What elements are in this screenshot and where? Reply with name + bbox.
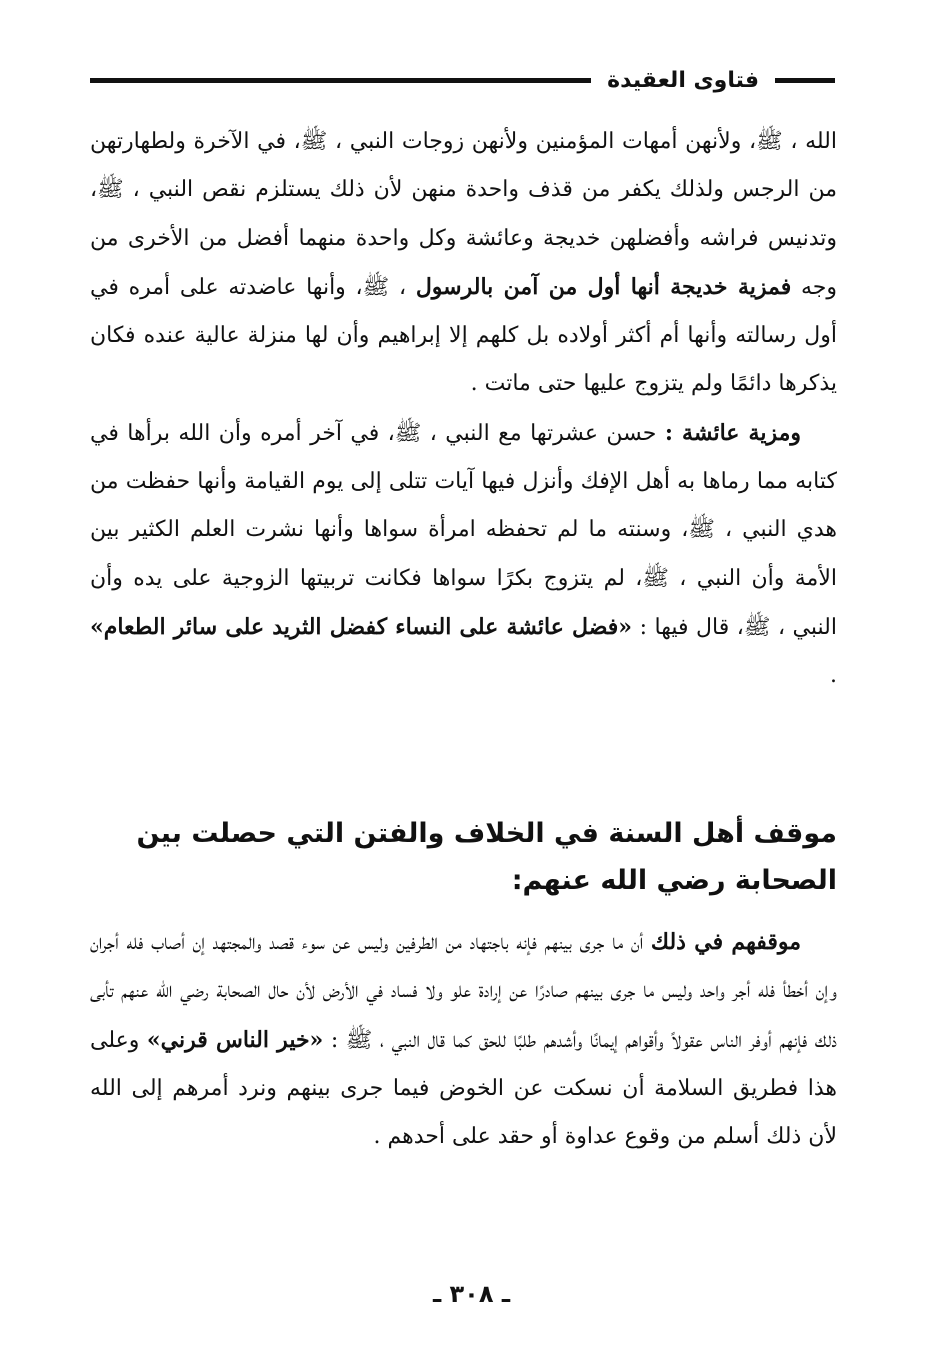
- paragraph-1: [90, 118, 837, 409]
- p1-rest-3: عليها حتى ماتت .: [470, 371, 628, 397]
- p2-bold-lead: ومزية عائشة :: [664, 419, 801, 446]
- header-rule-left: [90, 78, 591, 83]
- section-1: [90, 118, 837, 701]
- p1-rest-1: ، ﷺ، وأنها عاضدته على أمره في أول رسالته وأنها أم أكثر أولاده: [90, 274, 837, 349]
- p3-text-1: أن ما جرى بينهم فإنه باجتهاد من الطرفين وليس عن سوء قصد والمجتهد إن أصاب فله أجران وإن أخطأ فله أجر واحد وليس ما جرى بينهم صادرًا عن إرادة علو ولا فساد في الأرض لأن حال الصحابة رضي الله عنهم تأبى ذلك فإنهم أوفر الناس عقولاً وأقواهم إيمانًا وأشدهم طلبًا للحق كما قال النبي ، ﷺ :: [90, 930, 837, 1053]
- p1-rest-2: بل كلهم إلا إبراهيم وأن لها منزلة عالية عنده فكان يذكرها دائمًا ولم يتزوج: [90, 323, 837, 397]
- p2-end: .: [830, 663, 837, 689]
- p3-hadith-quote: «خير الناس قرني»: [146, 1026, 324, 1053]
- p1-line-1: الله ، ﷺ، ولأنهن أمهات المؤمنين ولأنهن زوجات النبي ، ﷺ، في الآخرة: [193, 129, 837, 154]
- section-2: [90, 918, 837, 1161]
- p3-text-2: وعلى هذا فطريق السلامة أن نسكت عن الخوض فيما جرى بينهم ونرد أمرهم إلى الله لأن ذلك أسلم من وقوع عداوة أو حقد على أحدهم .: [90, 1027, 837, 1150]
- paragraph-2: [90, 409, 837, 701]
- running-header: [90, 60, 835, 100]
- page-number: ـ ٣٠٨ ـ: [432, 1280, 511, 1308]
- p1-line-4: واحدة منهما أفضل من الأخرى من وجه: [90, 225, 837, 300]
- p2-text: حسن عشرتها مع النبي ، ﷺ، في آخر أمره وأن الله برأها في كتابه مما رماها به أهل الإفك وأنزل فيها آيات تتلى إلى يوم القيامة وأنها حفظت من هدي النبي ، ﷺ، وسنته ما لم تحفظه امرأة سواها وأنها نشرت العلم الكثير بين الأمة وأن النبي ، ﷺ، لم يتزوج بكرًا سواها فكانت تربيتها الزوجية على يده وأن النبي ، ﷺ، قال فيها :: [90, 420, 837, 640]
- paragraph-3: [90, 918, 837, 1161]
- section-heading: موقف أهل السنة في الخلاف والفتن التي حصلت بين الصحابة رضي الله عنهم:: [136, 818, 837, 896]
- header-rule-right: [775, 78, 835, 83]
- p1-bold-phrase: فمزية خديجة أنها أول من آمن بالرسول: [415, 273, 792, 300]
- p1-line-2: ولطهارتهن من الرجس ولذلك يكفر من قذف واحدة منهن لأن ذلك: [90, 129, 837, 203]
- p3-bold-lead: موقفهم في ذلك: [650, 929, 802, 955]
- p2-hadith-quote: «فضل عائشة على النساء كفضل الثريد على سائر الطعام»: [90, 613, 633, 640]
- header-title: فتاوى العقيدة: [607, 67, 759, 93]
- p1-line-3: يستلزم نقص النبي ، ﷺ، وتدنيس فراشه وأفضلهن خديجة وعائشة وكل: [90, 177, 837, 251]
